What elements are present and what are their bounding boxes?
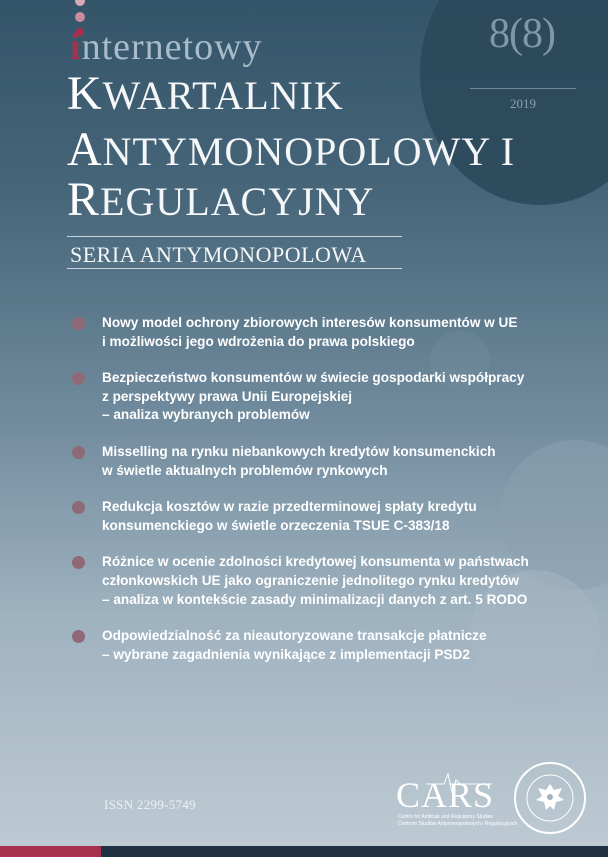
title-line-regulacyjny: REGULACYJNY xyxy=(67,173,375,226)
eagle-icon xyxy=(516,764,584,832)
bullet-icon xyxy=(72,630,85,643)
issue-number: 8(8) xyxy=(489,11,555,57)
article-item xyxy=(72,553,572,609)
article-title-line: Odpowiedzialność za nieautoryzowane transakcje płatnicze xyxy=(102,628,487,644)
decorative-dot xyxy=(75,12,85,22)
article-title-line: Redukcja kosztów w razie przedterminowej spłaty kredytu xyxy=(102,499,477,515)
article-title-line: w świetle aktualnych problemów rynkowych xyxy=(102,462,388,478)
cars-logo-name: CARS xyxy=(396,775,495,815)
title-internetowy: internetowy xyxy=(70,26,263,68)
footer-bar-dark xyxy=(101,846,608,857)
article-item xyxy=(72,369,572,425)
article-item xyxy=(72,443,572,480)
issue-year: 2019 xyxy=(510,96,536,111)
article-item xyxy=(72,627,572,664)
cars-logo-subtitle: Centrum Studiów Antymonopolowych i Regulacyjnych xyxy=(398,821,518,827)
bullet-icon xyxy=(72,501,85,514)
article-title-line: z perspektywy prawa Unii Europejskiej xyxy=(102,388,353,404)
issn-number: ISSN 2299-5749 xyxy=(104,797,196,812)
series-rule xyxy=(67,236,402,237)
series-rule xyxy=(67,268,402,269)
title-line-antymonopolowy: ANTYMONOPOLOWY I xyxy=(67,123,516,176)
article-title-line: Bezpieczeństwo konsumentów w świecie gospodarki współpracy xyxy=(102,370,525,386)
bullet-icon xyxy=(72,372,85,385)
article-title-line: Różnice w ocenie zdolności kredytowej konsumenta w państwach xyxy=(102,554,529,570)
article-title-line: członkowskich UE jako ograniczenie jednolitego rynku kredytów xyxy=(102,572,519,588)
article-title-line: – analiza wybranych problemów xyxy=(102,407,310,423)
article-title-line: Nowy model ochrony zbiorowych interesów konsumentów w UE xyxy=(102,315,518,330)
year-divider xyxy=(470,88,576,89)
bullet-icon xyxy=(72,317,85,330)
title-line-kwartalnik: KWARTALNIK xyxy=(67,67,344,120)
series-title: SERIA ANTYMONOPOLOWA xyxy=(70,242,367,267)
article-title-line: Misselling na rynku niebankowych kredytów konsumenckich xyxy=(102,443,496,459)
bullet-icon xyxy=(72,556,85,569)
article-item xyxy=(72,314,572,351)
cars-logo xyxy=(396,770,518,830)
article-title-line: i możliwości jego wdrożenia do prawa polskiego xyxy=(102,333,415,349)
cars-logo-subtitle: Centre for Antitrust and Regulatory Studies xyxy=(398,814,494,820)
bullet-icon xyxy=(72,446,85,459)
article-list xyxy=(72,314,572,682)
article-item xyxy=(72,498,572,535)
article-title-line: konsumenckiego w świetle orzeczenia TSUE C-383/18 xyxy=(102,517,450,533)
decorative-dot xyxy=(75,0,85,6)
footer-bar-accent xyxy=(0,846,101,857)
article-title-line: – analiza w kontekście zasady minimalizacji danych z art. 5 RODO xyxy=(102,591,528,607)
article-title-line: – wybrane zagadnienia wynikające z implementacji PSD2 xyxy=(102,646,470,662)
university-seal-logo xyxy=(514,762,586,834)
